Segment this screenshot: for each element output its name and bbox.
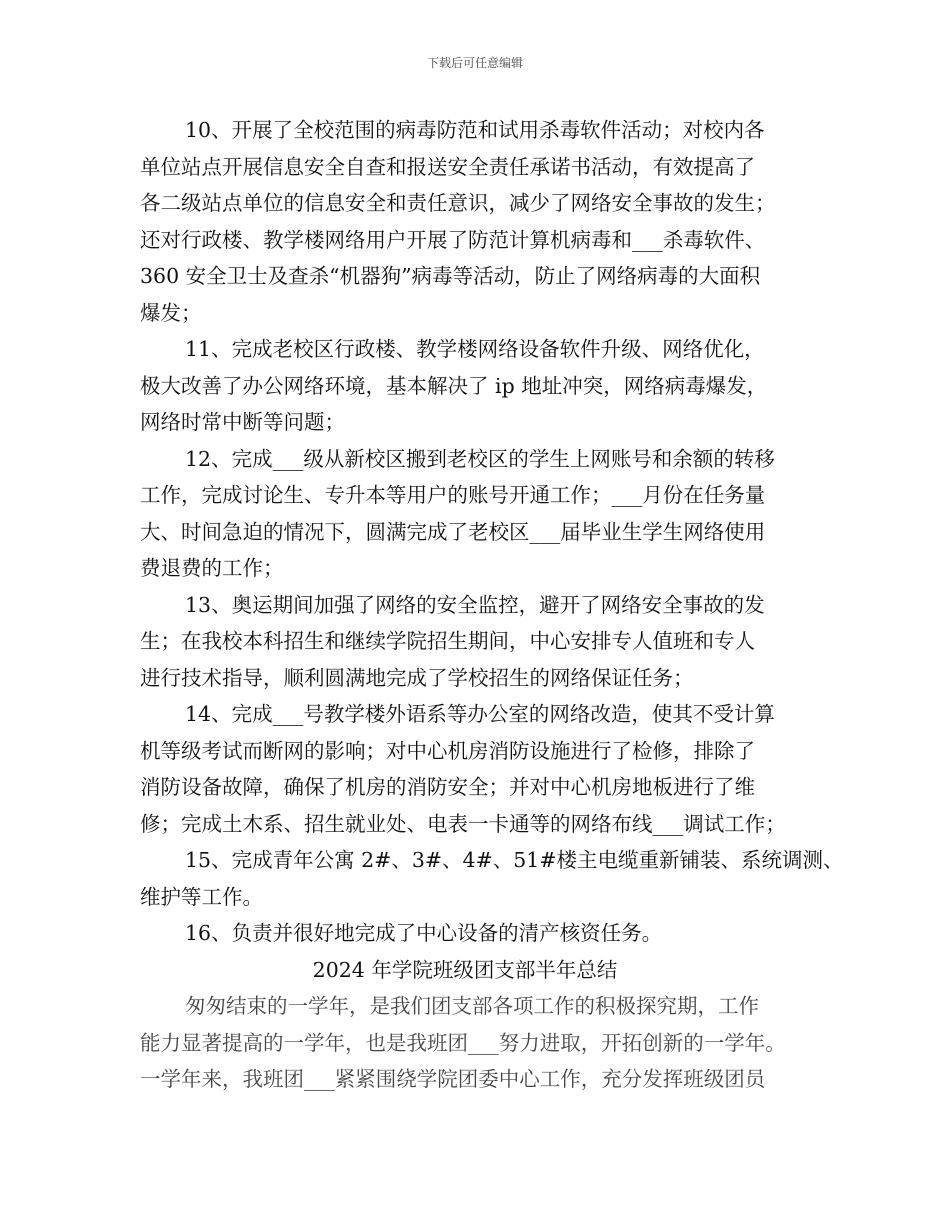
- text-line: 工作，完成讨论生、专升本等用户的账号开通工作；___月份在任务量: [140, 483, 766, 507]
- text-line: 匆匆结束的一学年，是我们团支部各项工作的积极探究期，工作: [185, 994, 759, 1018]
- text-line: 12、完成___级从新校区搬到老校区的学生上网账号和余额的转移: [185, 446, 775, 471]
- text-line: 一学年来，我班团___紧紧围绕学院团委中心工作，充分发挥班级团员: [140, 1067, 766, 1091]
- text-line: 费退费的工作；: [140, 556, 284, 580]
- text-line: 生；在我校本科招生和继续学院招生期间，中心安排专人值班和专人: [140, 629, 755, 653]
- page-header: 下载后可任意编辑: [426, 56, 523, 70]
- text-line: 单位站点开展信息安全自查和报送安全责任承诺书活动，有效提高了: [140, 154, 755, 179]
- text-line: 消防设备故障，确保了机房的消防安全；并对中心机房地板进行了维: [140, 775, 755, 799]
- text-line: 爆发；: [140, 300, 202, 325]
- text-line: 各二级站点单位的信息安全和责任意识，减少了网络安全事故的发生；: [140, 191, 776, 215]
- text-line: 修；完成土木系、招生就业处、电表一卡通等的网络布线___调试工作；: [140, 811, 786, 836]
- text-line: 360 安全卫士及查杀“机器狗”病毒等活动，防止了网络病毒的大面积: [140, 264, 761, 288]
- text-line: 大、时间急迫的情况下，圆满完成了老校区___届毕业生学生网络使用: [140, 519, 766, 544]
- text-line: 网络时常中断等问题；: [140, 410, 345, 434]
- text-line: 极大改善了办公网络环境，基本解决了 ip 地址冲突，网络病毒爆发，: [140, 373, 768, 398]
- text-line: 10、开展了全校范围的病毒防范和试用杀毒软件活动；对校内各: [185, 118, 765, 142]
- text-line: 16、负责并很好地完成了中心设备的清产核资任务。: [185, 921, 663, 945]
- text-line: 13、奥运期间加强了网络的安全监控，避开了网络安全事故的发: [185, 592, 765, 617]
- text-line: 14、完成___号教学楼外语系等办公室的网络改造，使其不受计算: [185, 702, 775, 726]
- document-body: [140, 112, 844, 1098]
- text-line: 11、完成老校区行政楼、教学楼网络设备软件升级、网络优化，: [185, 337, 765, 361]
- text-line: 维护等工作。: [140, 884, 263, 909]
- section-title: 2024 年学院班级团支部半年总结: [312, 957, 618, 982]
- text-line: 能力显著提高的一学年，也是我班团___努力进取，开拓创新的一学年。: [140, 1030, 786, 1055]
- text-line: 15、完成青年公寓 2#、3#、4#、51#楼主电缆重新铺装、系统调测、: [185, 848, 844, 872]
- text-line: 还对行政楼、教学楼网络用户开展了防范计算机病毒和___杀毒软件、: [140, 227, 766, 252]
- text-line: 机等级考试而断网的影响；对中心机房消防设施进行了检修，排除了: [140, 738, 755, 763]
- text-line: 进行技术指导，顺利圆满地完成了学校招生的网络保证任务；: [140, 665, 694, 690]
